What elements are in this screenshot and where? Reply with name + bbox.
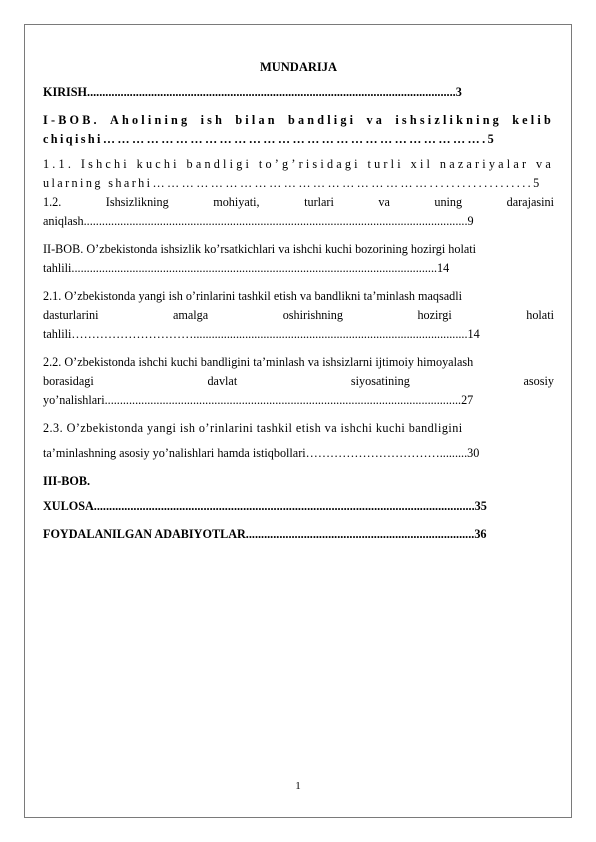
toc-entry-1-2-line1: 1.2. Ishsizlikning mohiyati, turlari va uning darajasini — [43, 195, 554, 209]
toc-entry-2-1-line2: dasturlarini amalga oshirishning hozirgi holati — [43, 308, 554, 322]
toc-entry-bob2-line1: II-BOB. O’zbekistonda ishsizlik ko’rsatkichlari va ishchi kuchi bozorining hozirgi holati — [43, 242, 477, 256]
toc-entry-adabiyotlar: FOYDALANILGAN ADABIYOTLAR...........................................................................36 — [43, 527, 487, 541]
toc-entry-1-1-line1: 1.1. Ishchi kuchi bandligi to’g’risidagi turli xil nazariyalar va — [43, 157, 554, 171]
toc-entry-1-2-line2: aniqlash..............................................................................................................................9 — [43, 214, 474, 228]
toc-entry-2-2-line2: borasidagi davlat siyosatining asosiy — [43, 374, 554, 388]
toc-entry-bob3: III-BOB. — [43, 474, 91, 488]
toc-entry-1-1-line2: ularning sharhi…………………………………………………...................5 — [43, 176, 542, 190]
toc-entry-2-2 — [43, 353, 554, 410]
toc-entry-2-3 — [43, 419, 554, 463]
toc-entry-2-2-line3: yo’nalishlari.....................................................................................................................27 — [43, 393, 474, 407]
page-title: MUNDARIJA — [259, 60, 338, 74]
toc-entry-kirish: KIRISH.........................................................................................................................3 — [43, 85, 462, 99]
page-number: 1 — [295, 780, 301, 792]
toc-entry-bob2 — [43, 240, 554, 278]
toc-entry-2-1 — [43, 287, 554, 344]
toc-entry-2-1-line1: 2.1. O’zbekistonda yangi ish o’rinlarini tashkil etish va bandlikni ta’minlash maqsadli — [43, 289, 463, 303]
toc-entry-bob1-line2: chiqishi…………………………………………………………………….5 — [43, 132, 497, 146]
toc-entry-bob1-line1: I-BOB. Aholining ish bilan bandligi va ishsizlikning kelib — [43, 113, 554, 127]
toc-entry-2-1-line3: tahlili…………………………..........................................................................................14 — [43, 327, 480, 341]
toc-entry-xulosa: XULOSA.............................................................................................................................35 — [43, 499, 487, 513]
toc-entry-bob1 — [43, 111, 554, 149]
table-of-contents — [43, 58, 554, 544]
toc-entry-2-3-line1: 2.3. O’zbekistonda yangi ish o’rinlarini tashkil etish va ishchi kuchi bandligini — [43, 421, 463, 435]
toc-entry-bob2-line2: tahlili........................................................................................................................14 — [43, 261, 450, 275]
toc-entry-1-1 — [43, 155, 554, 193]
toc-entry-2-2-line1: 2.2. O’zbekistonda ishchi kuchi bandligini ta’minlash va ishsizlarni ijtimoiy himoyalash — [43, 355, 474, 369]
toc-entry-2-3-line2: ta’minlashning asosiy yo’nalishlari hamda istiqbollari…………………………….........30 — [43, 446, 480, 460]
toc-entry-1-2 — [43, 193, 554, 231]
